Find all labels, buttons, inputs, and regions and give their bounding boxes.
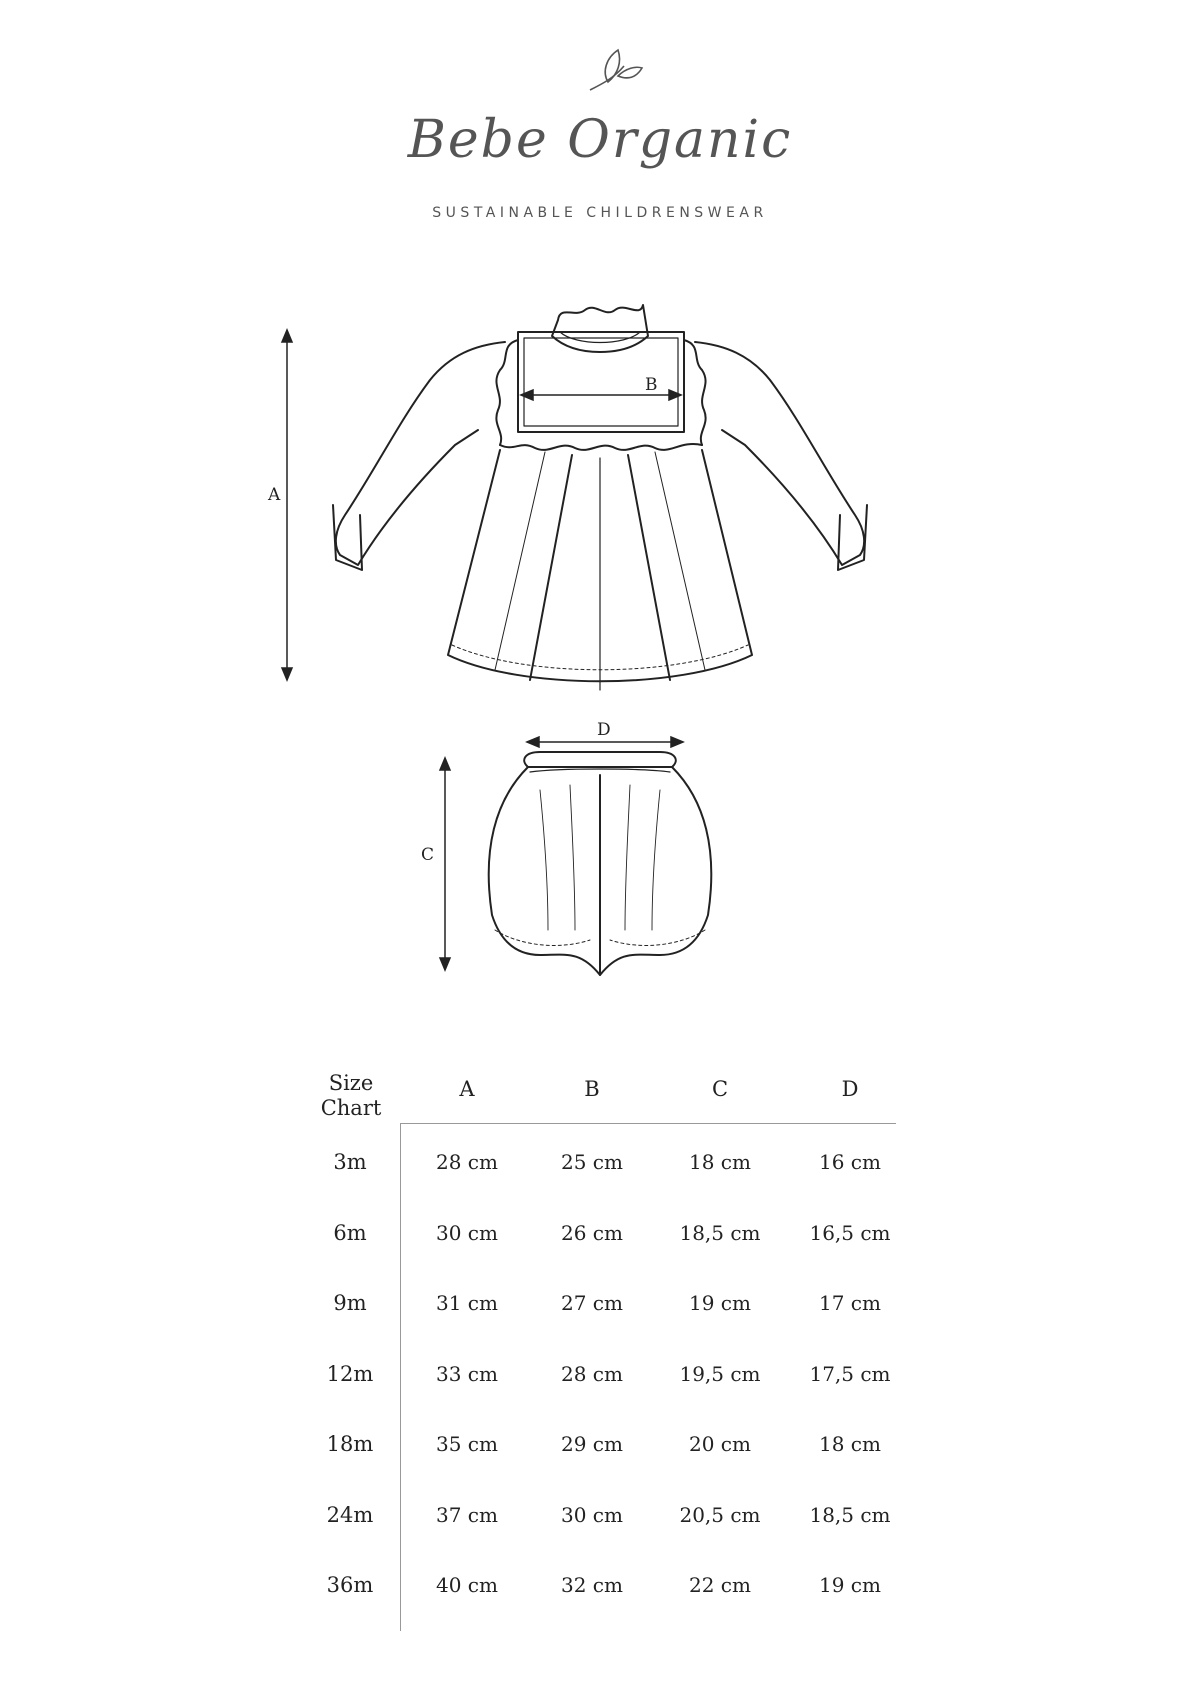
table-cell: 27 cm [561, 1291, 623, 1315]
dim-label-a: A [268, 485, 281, 505]
table-cell: 19,5 cm [679, 1361, 761, 1386]
row-size-label: 3m [333, 1150, 367, 1174]
table-cell: 26 cm [561, 1220, 623, 1245]
row-size-label: 36m [326, 1573, 374, 1597]
row-size-label: 24m [326, 1502, 374, 1527]
table-cell: 16,5 cm [809, 1220, 891, 1245]
table-cell: 19 cm [689, 1291, 751, 1315]
table-cell: 37 cm [436, 1502, 498, 1527]
size-chart-corner-label: Size Chart [320, 1071, 382, 1120]
row-size-label: 6m [333, 1220, 367, 1245]
table-cell: 18,5 cm [679, 1220, 761, 1245]
table-cell: 17,5 cm [809, 1361, 891, 1386]
table-cell: 20,5 cm [679, 1502, 761, 1527]
table-divider-vertical [400, 1123, 401, 1631]
brand-tagline: SUSTAINABLE CHILDRENSWEAR [432, 205, 768, 221]
table-cell: 29 cm [561, 1432, 623, 1456]
table-cell: 28 cm [436, 1150, 498, 1174]
dim-label-c: C [421, 845, 435, 865]
row-size-label: 9m [333, 1291, 367, 1315]
table-cell: 20 cm [689, 1432, 751, 1456]
row-size-label: 12m [326, 1361, 374, 1386]
dim-label-b: B [645, 375, 658, 395]
table-cell: 22 cm [689, 1573, 751, 1597]
table-cell: 40 cm [436, 1573, 498, 1597]
table-cell: 17 cm [819, 1291, 881, 1315]
row-size-label: 18m [326, 1432, 374, 1456]
column-header-b: B [584, 1077, 600, 1101]
brand-name: Bebe Organic [407, 110, 793, 170]
column-header-c: C [711, 1077, 729, 1101]
table-cell: 35 cm [436, 1432, 498, 1456]
table-cell: 25 cm [561, 1150, 623, 1174]
table-divider-horizontal [400, 1123, 896, 1124]
table-cell: 32 cm [561, 1573, 623, 1597]
table-cell: 33 cm [436, 1361, 498, 1386]
table-cell: 18,5 cm [809, 1502, 891, 1527]
table-cell: 28 cm [561, 1361, 623, 1386]
table-cell: 30 cm [561, 1502, 623, 1527]
table-cell: 30 cm [436, 1220, 498, 1245]
table-cell: 31 cm [436, 1291, 498, 1315]
column-header-a: A [459, 1077, 475, 1101]
table-cell: 18 cm [819, 1432, 881, 1456]
dim-label-d: D [597, 720, 611, 740]
column-header-d: D [841, 1077, 859, 1101]
table-cell: 16 cm [819, 1150, 881, 1174]
table-cell: 19 cm [819, 1573, 881, 1597]
table-cell: 18 cm [689, 1150, 751, 1174]
